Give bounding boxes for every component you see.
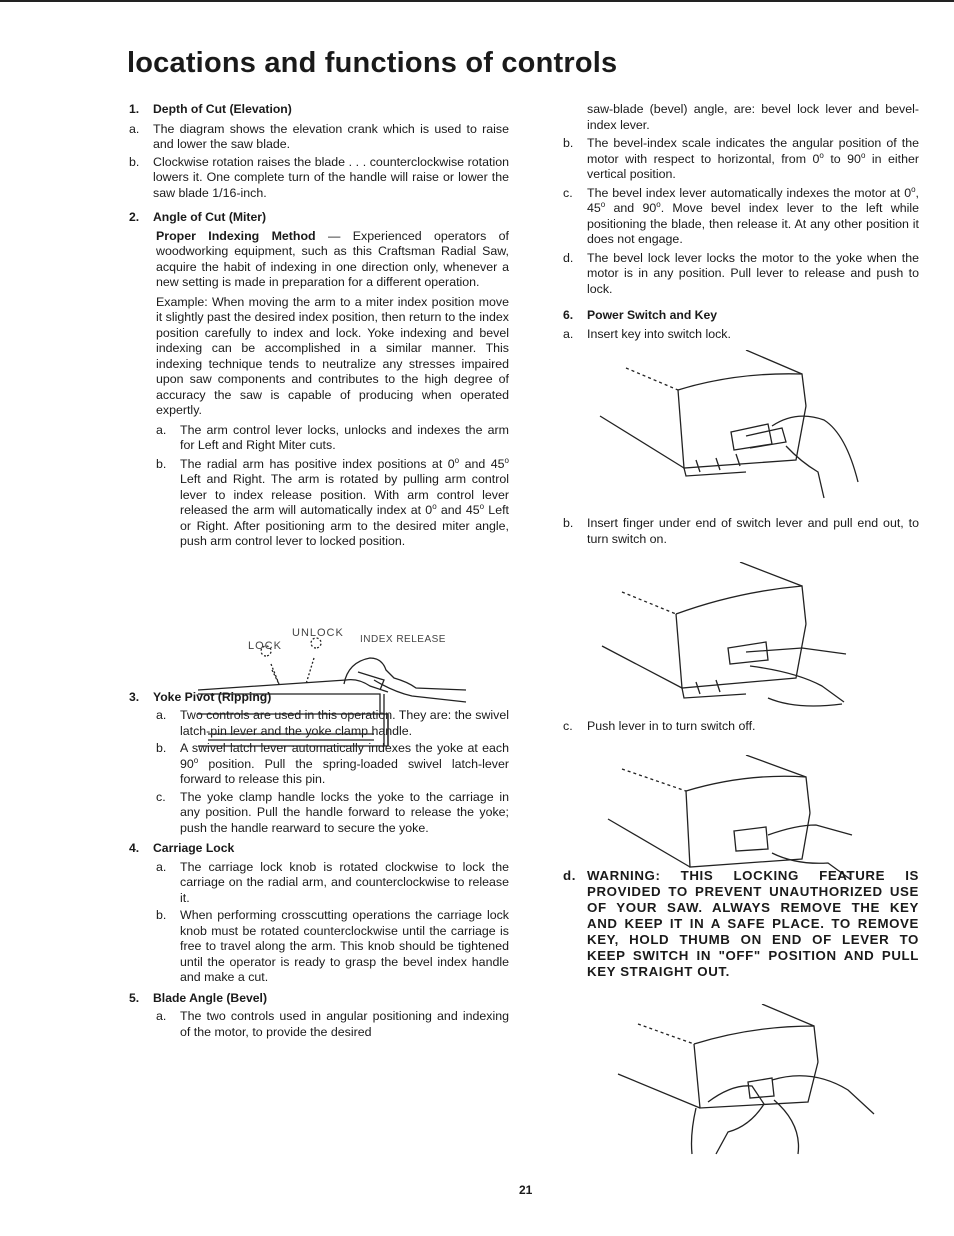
- list-item: a. The arm control lever locks, unlocks and indexes the arm for Left and Right Miter cuts.: [156, 422, 509, 452]
- switch-figure-remove-key: [612, 1004, 882, 1162]
- list-item: b. Clockwise rotation raises the blade . . . counterclockwise rotation lowers it. One complete turn of the handle will raise or lower the saw blade 1/16-inch.: [129, 154, 509, 200]
- top-rule: [0, 0, 954, 2]
- list-item: c. The yoke clamp handle locks the yoke to the carriage in any position. Pull the handle forward to release the yoke; push the handle rearward to secure the yoke.: [156, 789, 509, 835]
- list-item: a. The carriage lock knob is rotated clockwise to lock the carriage on the radial arm, and counterclockwise to release it.: [156, 859, 509, 905]
- left-column: [129, 102, 509, 1040]
- warning-text: d. WARNING: THIS LOCKING FEATURE IS PROVIDED TO PREVENT UNAUTHORIZED USE OF YOUR SAW. ALWAYS REMOVE THE KEY AND KEEP IT IN A SAFE PLACE. TO REMOVE KEY, HOLD THUMB ON END OF LEVER TO KEEP SWITCH IN "OFF" POSITION AND PULL KEY STRAIGHT OUT.: [563, 867, 919, 979]
- page-number: 21: [519, 1183, 533, 1197]
- paragraph: Example: When moving the arm to a miter index position move it slightly past the desired index position, then return to the index position carefully to index and lock. Yoke indexing and bevel indexing can be accomplished in a similar manner. This indexing technique tends to neutralize any stresses impaired upon saw components and contributes to the high degree of accuracy the saw is capable of producing when operated expertly.: [156, 294, 509, 417]
- miter-figure: [198, 622, 468, 752]
- unlock-label: UNLOCK: [292, 627, 344, 639]
- switch-figure-turn-on: [596, 562, 866, 722]
- section-heading: 3. Yoke Pivot (Ripping): [129, 689, 272, 704]
- switch-figure-insert-key: [596, 350, 866, 515]
- list-item: d. The bevel lock lever locks the motor to the yoke when the motor is in any position. Pull lever to release and push to lock.: [563, 250, 919, 296]
- paragraph: saw-blade (bevel) angle, are: bevel lock lever and bevel-index lever.: [587, 102, 919, 132]
- paragraph: Proper Indexing Method — Experienced operators of woodworking equipment, such as this Craftsman Radial Saw, acquire the habit of indexing in one direction only, whenever a new setting is made in preparation for a different operation.: [156, 228, 509, 289]
- list-item: b. A swivel latch lever automatically indexes the yoke at each 90$^o$ position. Pull the spring-loaded swivel latch-lever forward to release this pin.: [156, 741, 509, 786]
- section-heading: 5. Blade Angle (Bevel): [129, 990, 268, 1005]
- page-title: locations and functions of controls: [127, 47, 618, 79]
- list-item: a. The diagram shows the elevation crank which is used to raise and lower the saw blade.: [129, 121, 509, 151]
- list-item: b. Insert finger under end of switch lever and pull end out, to turn switch on.: [563, 516, 919, 546]
- list-item: a. The two controls used in angular positioning and indexing of the motor, to provide the desired: [156, 1009, 509, 1039]
- list-item: a. Insert key into switch lock.: [563, 326, 731, 341]
- list-item: b. The radial arm has positive index positions at 0$^o$ and 45$^o$ Left and Right. The arm is rotated by pulling arm control lever to index release position. With arm control lever released the arm will automatically index at 0$^o$ and 45$^o$ Left or Right. After positioning arm to the desired miter angle, push arm control lever to locked position.: [156, 455, 509, 548]
- section-heading: 1. Depth of Cut (Elevation): [129, 102, 292, 116]
- list-item: c. The bevel index lever automatically indexes the motor at 0$^o$, 45$^o$ and 90$^o$. Move bevel index lever to the left while positioning the blade, then release it. At any other position it does not engage.: [563, 184, 919, 246]
- index-release-label: INDEX RELEASE: [360, 634, 446, 645]
- section-heading: 4. Carriage Lock: [129, 841, 235, 855]
- switch-figure-turn-off: [596, 755, 866, 885]
- section-heading: 2. Angle of Cut (Miter): [129, 210, 267, 224]
- lock-label: LOCK: [248, 640, 282, 652]
- list-item: b. The bevel-index scale indicates the angular position of the motor with respect to horizontal, from 0$^o$ to 90$^o$ in either vertical position.: [563, 136, 919, 181]
- list-item: b. When performing crosscutting operations the carriage lock knob must be rotated counterclockwise until the carriage is free to travel along the arm. This knob should be tightened until the operator is ready to grasp the bevel index handle and make a cut.: [156, 908, 509, 984]
- list-item: a. Two controls are used in this operation. They are: the swivel latch-pin lever and the yoke clamp handle.: [156, 708, 509, 738]
- section-heading: 6. Power Switch and Key: [563, 308, 718, 322]
- list-item: c. Push lever in to turn switch off.: [563, 719, 756, 733]
- miter-lever-illustration: [198, 622, 468, 752]
